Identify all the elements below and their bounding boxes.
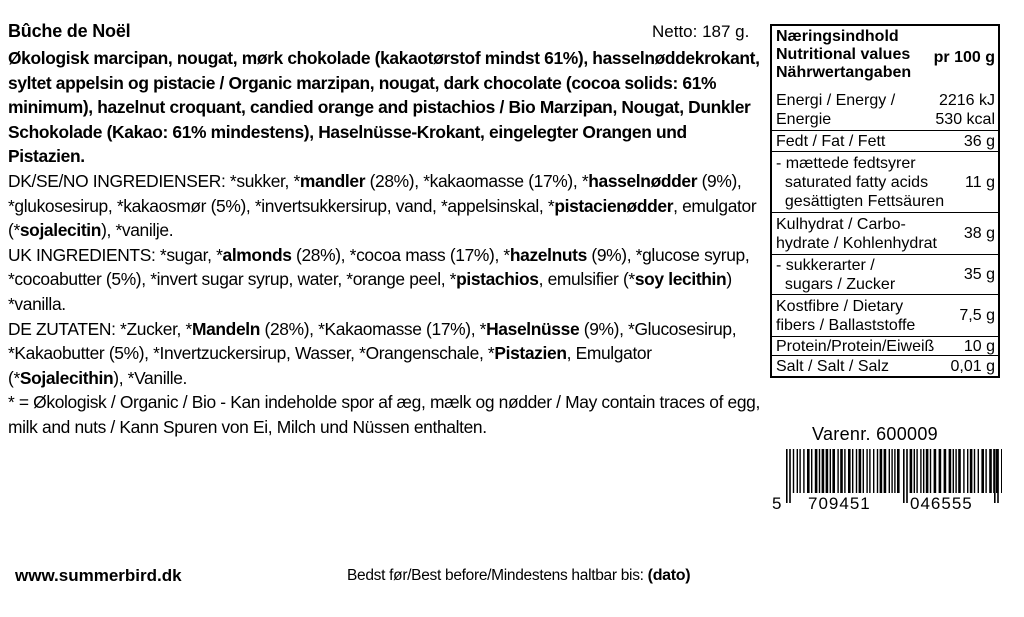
barcode-bar	[970, 449, 973, 493]
allergen: pistachios	[456, 269, 539, 290]
nutrition-row	[772, 90, 998, 130]
barcode-bar	[916, 449, 917, 493]
ingredient-text: ), *vanilje.	[101, 220, 174, 241]
barcode-bar	[837, 449, 838, 493]
barcode-bar	[949, 449, 952, 493]
barcode-bar	[963, 449, 964, 493]
barcode-bar	[856, 449, 857, 493]
allergen: hazelnuts	[509, 244, 587, 265]
nutrition-value: 11 g	[965, 173, 995, 191]
barcode-bar	[981, 449, 984, 493]
barcode-bar	[953, 449, 954, 493]
website-link: www.summerbird.dk	[15, 566, 182, 585]
barcode-bar	[815, 449, 818, 493]
barcode-bar	[797, 449, 798, 493]
barcode-bar	[863, 449, 864, 493]
nutrition-row	[772, 151, 998, 212]
barcode-digits-left: 709451	[808, 494, 871, 513]
best-before-label: Bedst før/Best before/Mindestens haltbar bis:	[347, 567, 648, 584]
barcode-bar	[989, 449, 992, 493]
barcode-bar	[920, 449, 921, 493]
barcode-bar	[930, 449, 931, 493]
barcode-bar	[819, 449, 820, 493]
nutrition-row	[772, 254, 998, 294]
product-description: Økologisk marcipan, nougat, mørk chokolade (kakaotørstof mindst 61%), hasselnøddekrokant, syltet appelsin og pistacie / Organic marzipan, nougat, dark chocolate (cocoa solids: 61% minimum), hazelnut croquant, candied orange and pistachios / Bio Marzipan, Nougat, Dunkler Schokolade (Kakao: 61% mindestens), Haselnüsse-Krokant, eingelegter Orangen und Pistazien.	[8, 48, 760, 167]
ingredient-text: (9%), *glucose syrup, *cocoabutter (5%), *invert sugar syrup, water, *orange peel, *	[8, 244, 750, 290]
ingredient-text: , emulgator (*	[8, 195, 757, 241]
barcode-bar	[789, 449, 791, 503]
nutrition-header	[772, 26, 998, 90]
allergen: Sojalecithin	[19, 367, 114, 388]
ingredients-de	[8, 317, 760, 391]
barcode-bar	[822, 449, 825, 493]
barcode-bar	[799, 449, 800, 493]
ingredient-text: (9%), *Glucosesirup, *Kakaobutter (5%), *Invertzuckersirup, Wasser, *Orangenschale, *	[8, 318, 737, 364]
allergen: sojalecitin	[19, 220, 102, 241]
nutrition-label: Protein/Protein/Eiweiß	[776, 337, 935, 355]
barcode-bar	[793, 449, 794, 493]
barcode-bar	[811, 449, 812, 493]
barcode-bar	[866, 449, 867, 493]
best-before-date: (dato)	[647, 567, 691, 584]
ingredient-text: DE ZUTATEN: *Zucker, *	[8, 318, 192, 339]
allergen: mandler	[299, 170, 366, 191]
net-weight: Netto: 187 g.	[652, 22, 750, 41]
nutrition-label: Fedt / Fat / Fett	[776, 132, 886, 150]
item-number: Varenr. 600009	[812, 424, 938, 444]
nutrition-label: - sukkerarter / sugars / Zucker	[776, 256, 896, 293]
nutrition-row	[772, 130, 998, 151]
nutrition-row	[772, 212, 998, 254]
ingredient-text: ), *Vanille.	[113, 367, 188, 388]
nutrition-row	[772, 355, 998, 376]
ingredient-text: (9%), *glukosesirup, *kakaosmør (5%), *invertsukkersirup, vand, *appelsinskal, *	[8, 170, 742, 216]
barcode-bar	[848, 449, 851, 493]
allergen: Mandeln	[191, 318, 261, 339]
ingredients-block	[8, 46, 760, 440]
product-title: Bûche de Noël	[8, 21, 131, 41]
barcode-bar	[978, 449, 979, 493]
barcode-bar	[967, 449, 968, 493]
allergen: Pistazien	[494, 343, 567, 364]
allergen: hasselnødder	[588, 170, 698, 191]
nutrition-value: 2216 kJ 530 kcal	[935, 92, 995, 128]
barcode-bar	[894, 449, 895, 493]
nutrition-row	[772, 336, 998, 355]
barcode-bar	[877, 449, 878, 493]
ingredients-uk	[8, 243, 760, 317]
barcode-bar	[914, 449, 915, 493]
nutrition-value: 10 g	[963, 337, 995, 355]
barcode-bar	[923, 449, 924, 493]
barcode-bar	[832, 449, 835, 493]
barcode-bar	[869, 449, 870, 493]
ingredient-text: (28%), *cocoa mass (17%), *	[291, 244, 510, 265]
barcode-bar	[786, 449, 788, 503]
nutrition-label: Kostfibre / Dietary fibers / Ballaststoffe	[776, 297, 916, 334]
ingredient-text: (28%), *Kakaomasse (17%), *	[260, 318, 487, 339]
nutrition-value: 0,01 g	[950, 357, 995, 375]
allergen: almonds	[222, 244, 292, 265]
barcode-bar	[803, 449, 804, 493]
best-before	[347, 567, 690, 585]
nutrition-label: - mættede fedtsyrer saturated fatty acids gesättigten Fettsäuren	[776, 154, 945, 210]
nutrition-label: Energi / Energy / Energie	[776, 92, 896, 128]
barcode-bar	[852, 449, 853, 493]
barcode-digits-right: 046555	[910, 494, 973, 513]
allergen: pistacienødder	[554, 195, 674, 216]
barcode-bar	[994, 449, 996, 503]
nutrition-value: 7,5 g	[959, 307, 995, 324]
nutrition-label: Salt / Salt / Salz	[776, 357, 889, 375]
ingredient-text: DK/SE/NO INGREDIENSER: *sukker, *	[8, 170, 300, 191]
nutrition-value: 38 g	[963, 225, 995, 242]
barcode-bar	[906, 449, 908, 503]
barcode-bar	[934, 449, 937, 493]
barcode-bar	[844, 449, 845, 493]
barcode-bar	[897, 449, 900, 493]
barcode-bar	[891, 449, 892, 493]
barcode-bar	[955, 449, 956, 493]
nutrition-header-label: Næringsindhold Nutritional values Nährwertangaben	[776, 28, 912, 81]
barcode-bar	[880, 449, 883, 493]
barcode	[770, 447, 1002, 515]
barcode-bar	[840, 449, 843, 493]
ingredient-text: , Emulgator (*	[8, 343, 652, 388]
ingredient-text: (28%), *kakaomasse (17%), *	[365, 170, 589, 191]
barcode-bar	[826, 449, 829, 493]
allergen: Haselnüsse	[486, 318, 580, 339]
barcode-bar	[884, 449, 887, 493]
allergen: soy lecithin	[634, 269, 727, 290]
barcode-digit-first: 5	[772, 494, 782, 513]
barcode-bar	[873, 449, 874, 493]
barcode-bar	[985, 449, 986, 493]
ingredient-text: ) *vanilla.	[8, 269, 732, 314]
barcode-bar	[903, 449, 905, 503]
barcode-bar	[859, 449, 862, 493]
ingredients-dk	[8, 169, 760, 243]
barcode-bar	[830, 449, 831, 493]
nutrition-header-value: pr 100 g	[933, 49, 995, 66]
barcode-bar	[889, 449, 890, 493]
barcode-bar	[974, 449, 975, 493]
nutrition-label: Kulhydrat / Carbo- hydrate / Kohlenhydrat	[776, 215, 937, 252]
barcode-bar	[910, 449, 913, 493]
barcode-bar	[1001, 449, 1002, 493]
nutrition-value: 36 g	[963, 132, 995, 150]
nutrition-row	[772, 294, 998, 336]
barcode-bar	[807, 449, 810, 493]
barcode-bar	[939, 449, 942, 493]
barcode-bar	[926, 449, 929, 493]
barcode-bar	[958, 449, 961, 493]
barcode-bar	[944, 449, 947, 493]
ingredient-text: , emulsifier (*	[538, 269, 635, 290]
nutrition-value: 35 g	[963, 266, 995, 283]
organic-note: * = Økologisk / Organic / Bio - Kan indeholde spor af æg, mælk og nødder / May contain traces of egg, milk and nuts / Kann Spuren von Ei, Milch und Nüssen enthalten.	[8, 392, 760, 437]
barcode-bar	[997, 449, 999, 503]
ingredient-text: UK INGREDIENTS: *sugar, *	[8, 244, 223, 265]
nutrition-table	[770, 24, 1000, 378]
